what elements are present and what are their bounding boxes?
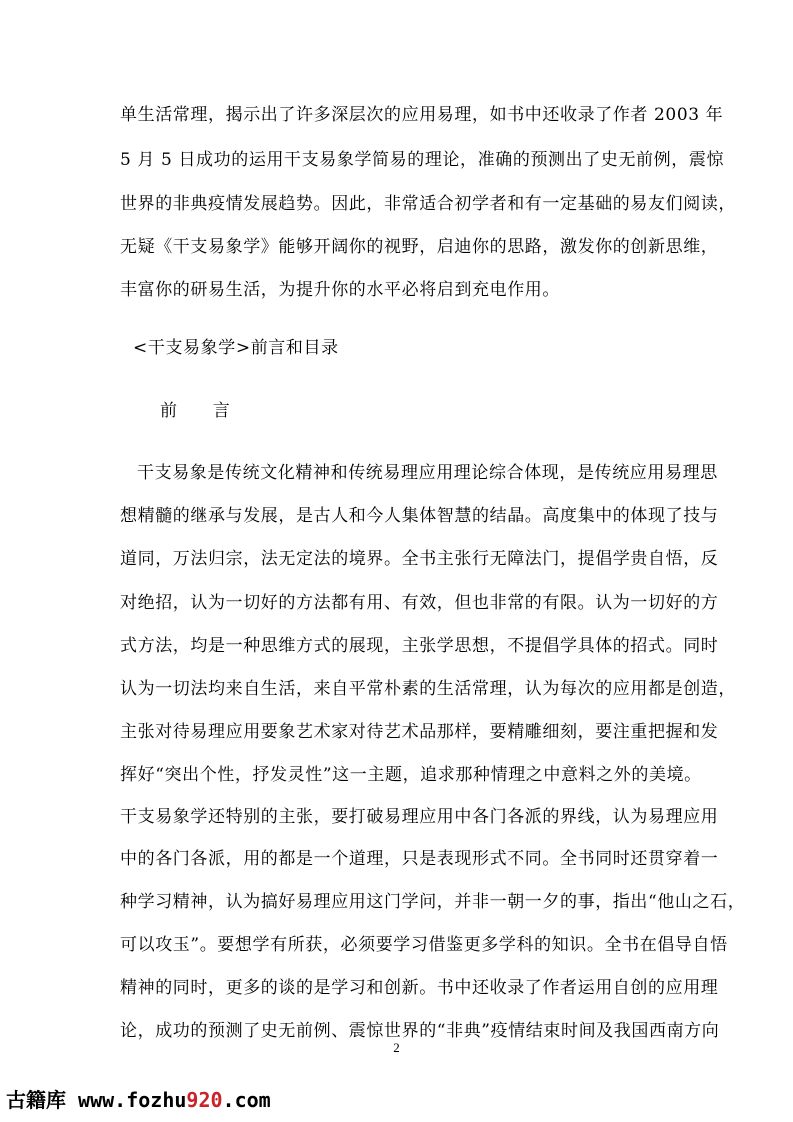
text-line: 道同，万法归宗，法无定法的境界。全书主张行无障法门，提倡学贵自悟，反 [120,549,719,569]
section-heading: <干支易象学>前言和目录 [133,338,339,358]
text-line: 精神的同时，更多的谈的是学习和创新。书中还收录了作者运用自创的应用理 [120,978,719,998]
text-line: 世界的非典疫情发展趋势。因此，非常适合初学者和有一定基础的易友们阅读， [120,194,736,214]
page-number: 2 [393,1040,400,1055]
text-line: 式方法，均是一种思维方式的展现，主张学思想，不提倡学具体的招式。同时 [120,636,719,656]
watermark-site-name: 古籍库 [6,1088,79,1112]
preface-title: 前 言 [160,401,231,421]
text-line: 单生活常理，揭示出了许多深层次的应用易理，如书中还收录了作者 2003 年 [120,105,724,125]
text-line: 想精髓的继承与发展，是古人和今人集体智慧的结晶。高度集中的体现了技与 [120,506,719,526]
text-line: 无疑《干支易象学》能够开阔你的视野，启迪你的思路，激发你的创新思维， [120,237,719,257]
text-line: 挥好“突出个性，抒发灵性”这一主题，追求那种情理之中意料之外的美境。 [120,765,702,785]
watermark-url-suffix: .com [222,1088,271,1112]
text-line: 中的各门各派，用的都是一个道理，只是表现形式不同。全书同时还贯穿着一 [120,849,719,869]
watermark-url-prefix: www.fozhu [78,1088,187,1112]
text-line: 干支易象学还特别的主张，要打破易理应用中各门各派的界线，认为易理应用 [120,807,719,827]
text-line: 种学习精神，认为搞好易理应用这门学问，并非一朝一夕的事，指出“他山之石， [120,892,746,912]
text-line: 干支易象是传统文化精神和传统易理应用理论综合体现，是传统应用易理思 [137,463,718,483]
watermark-url-number: 920 [186,1088,223,1112]
text-line: 论，成功的预测了史无前例、震惊世界的“非典”疫情结束时间及我国西南方向 [120,1021,720,1041]
text-line: 主张对待易理应用要象艺术家对待艺术品那样，要精雕细刻，要注重把握和发 [120,722,719,742]
text-line: 认为一切法均来自生活，来自平常朴素的生活常理，认为每次的应用都是创造， [120,679,736,699]
site-watermark [6,1087,271,1113]
text-line: 丰富你的研易生活，为提升你的水平必将启到充电作用。 [120,280,560,300]
text-line: 对绝招，认为一切好的方法都有用、有效，但也非常的有限。认为一切好的方 [120,593,719,613]
text-line: 5 月 5 日成功的运用干支易象学简易的理论，准确的预测出了史无前例，震惊 [120,150,725,170]
text-line: 可以攻玉”。要想学有所获，必须要学习借鉴更多学科的知识。全书在倡导自悟 [120,935,728,955]
